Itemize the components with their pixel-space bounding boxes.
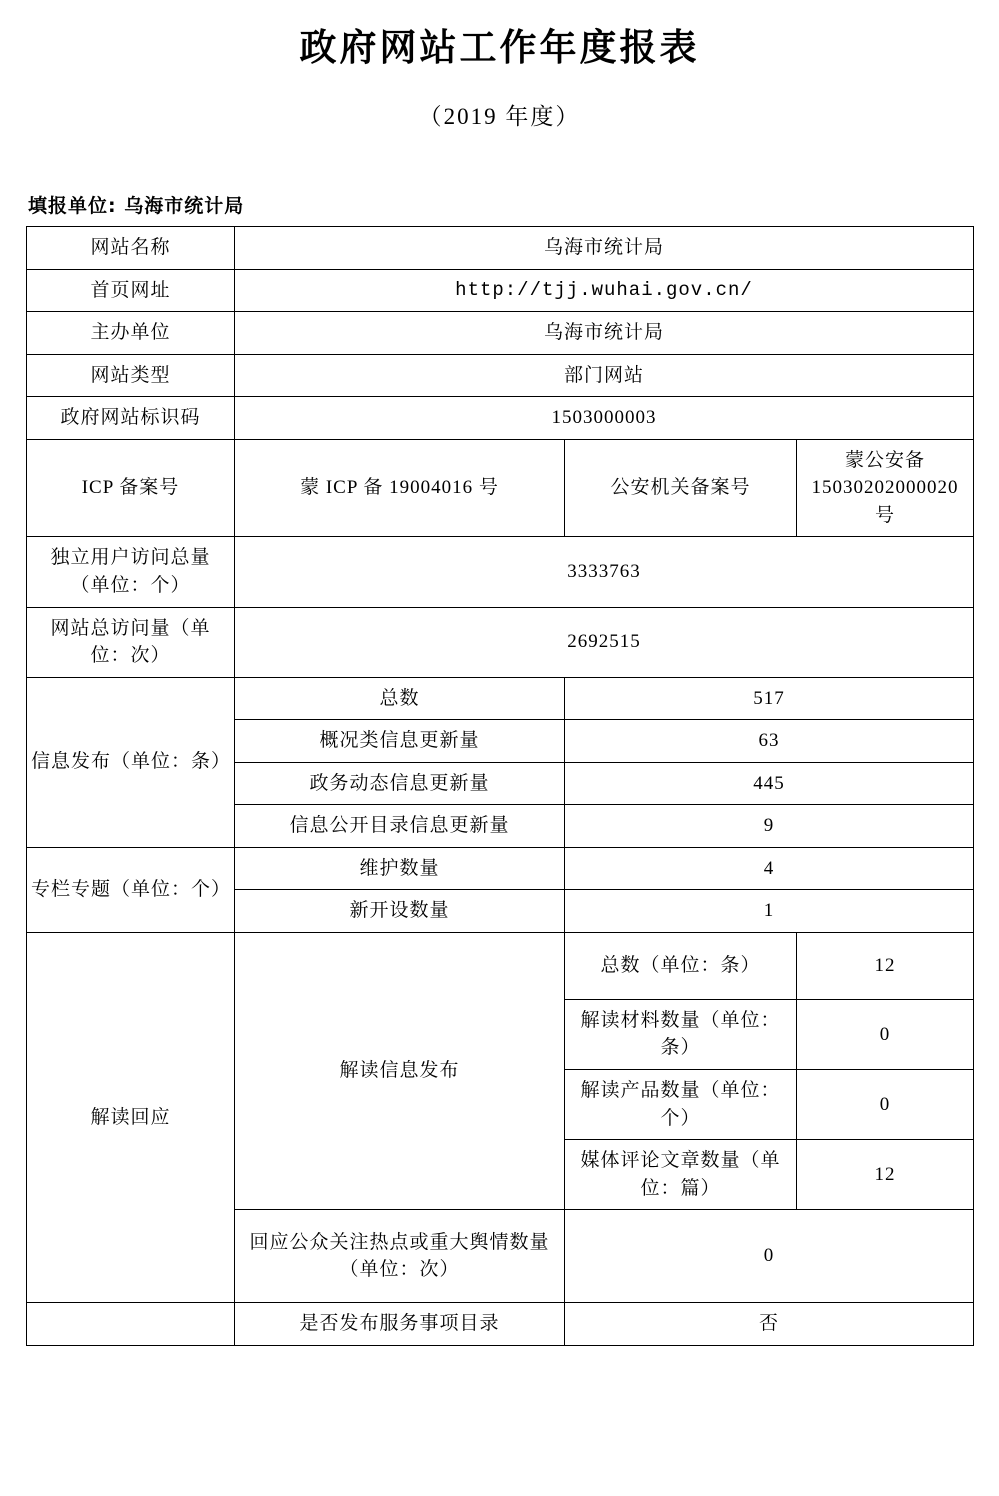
info-publish-item-label: 信息公开目录信息更新量 <box>235 805 565 848</box>
annual-report-table <box>26 226 974 1346</box>
service-catalog-value: 否 <box>565 1303 974 1346</box>
site-type-value: 部门网站 <box>235 354 974 397</box>
table-row <box>27 847 974 890</box>
unique-visitors-value: 3333763 <box>235 537 974 607</box>
site-code-label: 政府网站标识码 <box>27 397 235 440</box>
homepage-value: http://tjj.wuhai.gov.cn/ <box>235 269 974 312</box>
column-topic-label: 专栏专题（单位：个） <box>27 847 235 932</box>
empty-cell <box>27 1303 235 1346</box>
total-visits-label: 网站总访问量（单位：次） <box>27 607 235 677</box>
table-row <box>27 227 974 270</box>
icp-value: 蒙 ICP 备 19004016 号 <box>235 439 565 537</box>
table-row <box>27 439 974 537</box>
info-publish-item-value: 445 <box>565 762 974 805</box>
host-unit-label: 主办单位 <box>27 312 235 355</box>
info-publish-item-value: 9 <box>565 805 974 848</box>
table-row <box>27 397 974 440</box>
info-publish-item-value: 517 <box>565 677 974 720</box>
site-code-value: 1503000003 <box>235 397 974 440</box>
host-unit-value: 乌海市统计局 <box>235 312 974 355</box>
site-name-label: 网站名称 <box>27 227 235 270</box>
police-record-value: 蒙公安备 15030202000020 号 <box>797 439 974 537</box>
interpretation-item-label: 总数（单位：条） <box>565 932 797 999</box>
table-row <box>27 677 974 720</box>
interpretation-label: 解读回应 <box>27 932 235 1302</box>
table-row <box>27 312 974 355</box>
site-type-label: 网站类型 <box>27 354 235 397</box>
total-visits-value: 2692515 <box>235 607 974 677</box>
column-topic-item-label: 新开设数量 <box>235 890 565 933</box>
interpretation-publish-label: 解读信息发布 <box>235 932 565 1209</box>
interpretation-item-value: 12 <box>797 932 974 999</box>
table-row <box>27 537 974 607</box>
unique-visitors-label: 独立用户访问总量（单位：个） <box>27 537 235 607</box>
table-row <box>27 607 974 677</box>
hotspot-label: 回应公众关注热点或重大舆情数量（单位：次） <box>235 1210 565 1303</box>
column-topic-item-label: 维护数量 <box>235 847 565 890</box>
site-name-value: 乌海市统计局 <box>235 227 974 270</box>
homepage-label: 首页网址 <box>27 269 235 312</box>
police-record-label: 公安机关备案号 <box>565 439 797 537</box>
info-publish-item-label: 政务动态信息更新量 <box>235 762 565 805</box>
table-row <box>27 1303 974 1346</box>
info-publish-label: 信息发布（单位：条） <box>27 677 235 847</box>
table-row <box>27 354 974 397</box>
column-topic-item-value: 1 <box>565 890 974 933</box>
icp-label: ICP 备案号 <box>27 439 235 537</box>
report-unit-label: 填报单位: 乌海市统计局 <box>28 195 245 218</box>
column-topic-item-value: 4 <box>565 847 974 890</box>
interpretation-item-value: 0 <box>797 1070 974 1140</box>
table-row <box>27 932 974 999</box>
page-title: 政府网站工作年度报表 <box>299 26 700 69</box>
interpretation-item-value: 0 <box>797 999 974 1069</box>
info-publish-item-label: 概况类信息更新量 <box>235 720 565 763</box>
interpretation-item-label: 媒体评论文章数量（单位：篇） <box>565 1140 797 1210</box>
page-subtitle: （2019 年度） <box>418 104 581 130</box>
interpretation-item-label: 解读产品数量（单位：个） <box>565 1070 797 1140</box>
service-catalog-label: 是否发布服务事项目录 <box>235 1303 565 1346</box>
table-row <box>27 269 974 312</box>
hotspot-value: 0 <box>565 1210 974 1303</box>
info-publish-item-label: 总数 <box>235 677 565 720</box>
info-publish-item-value: 63 <box>565 720 974 763</box>
interpretation-item-label: 解读材料数量（单位：条） <box>565 999 797 1069</box>
interpretation-item-value: 12 <box>797 1140 974 1210</box>
